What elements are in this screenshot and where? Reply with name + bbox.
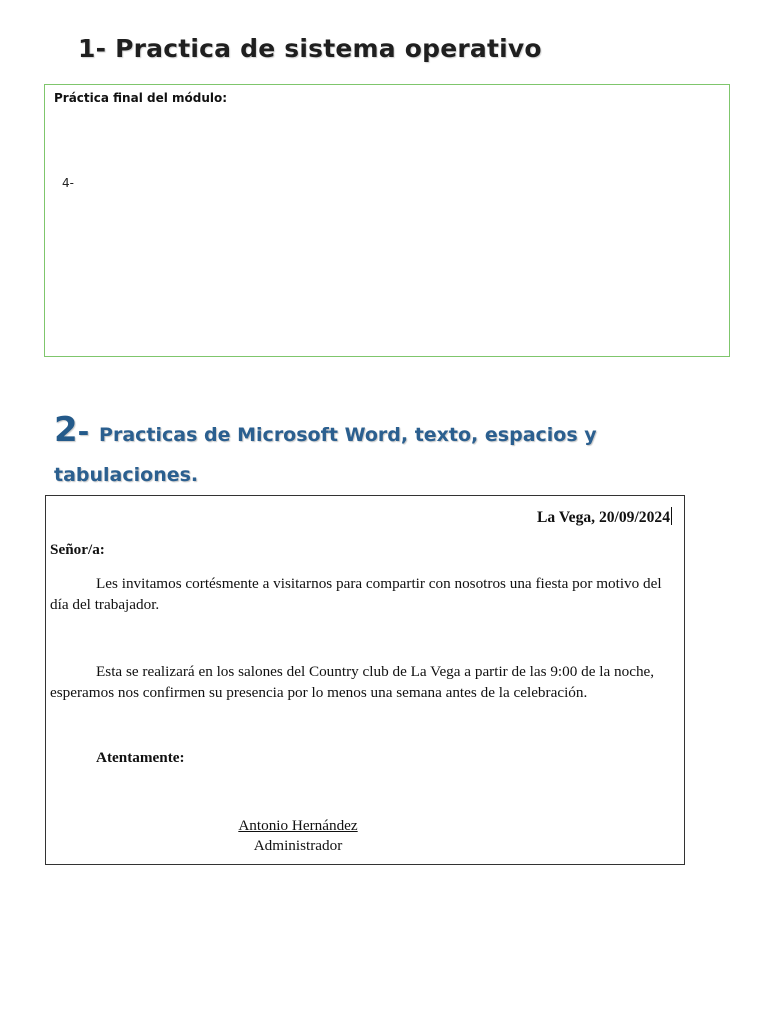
letter-paragraph-2: Esta se realizará en los salones del Country club de La Vega a partir de las 9:00 de la noche, esperamos nos confirmen su presencia por lo menos una semana antes de la celebración. <box>50 663 655 701</box>
letter-closing: Atentamente: <box>96 749 185 766</box>
section2-heading-line2: tabulaciones. <box>54 464 199 486</box>
letter-date-line[interactable] <box>537 507 672 527</box>
section2-heading <box>54 410 597 450</box>
letter-document <box>45 495 685 865</box>
box-title: Práctica final del módulo: <box>54 91 228 105</box>
section2-heading-dash: - <box>77 415 100 448</box>
text-cursor <box>671 507 672 525</box>
letter-signature <box>235 816 361 856</box>
section1-content-box <box>44 84 730 357</box>
signature-name: Antonio Hernández <box>238 817 358 834</box>
section1-heading: 1- Practica de sistema operativo <box>78 34 542 63</box>
section2-heading-number: 2 <box>54 410 78 450</box>
letter-salutation: Señor/a: <box>50 541 105 558</box>
signature-role: Administrador <box>253 837 343 854</box>
section2-heading-line1: Practicas de Microsoft Word, texto, espacios y <box>99 424 597 446</box>
letter-paragraph-1: Les invitamos cortésmente a visitarnos para compartir con nosotros una fiesta por motivo del día del trabajador. <box>50 575 662 613</box>
letter-date: La Vega, 20/09/2024 <box>537 509 670 526</box>
box-item-number: 4- <box>62 176 74 190</box>
